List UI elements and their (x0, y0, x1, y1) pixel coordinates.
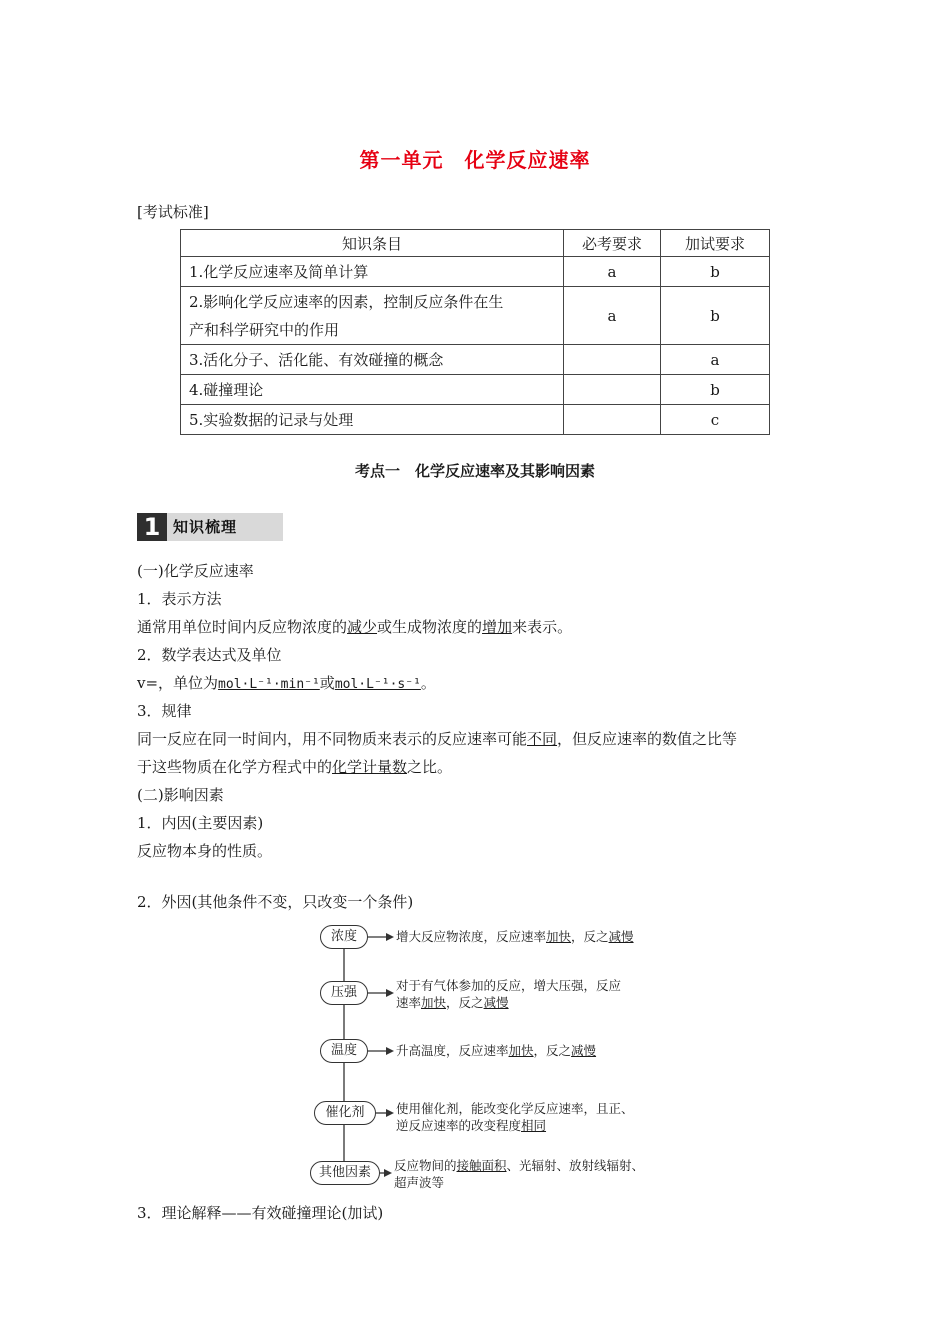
text: 同一反应在同一时间内，用不同物质来表示的反应速率可能 (137, 730, 528, 748)
factors-diagram (300, 920, 660, 1200)
answer-blank: 加快 (421, 995, 447, 1010)
subheading-internal: 1．内因(主要因素) (137, 814, 264, 832)
row-item: 1.化学反应速率及简单计算 (181, 257, 564, 287)
row-extra: b (661, 375, 770, 405)
paragraph-rule-1 (137, 728, 737, 749)
row-item (181, 287, 564, 345)
text: 速率 (396, 995, 422, 1010)
text: ，但反应速率的数值之比等 (557, 730, 738, 748)
answer-blank: 减少 (347, 618, 378, 636)
row-required (564, 375, 661, 405)
text: 通常用单位时间内反应物浓度的 (137, 618, 348, 636)
row-item: 4.碰撞理论 (181, 375, 564, 405)
paragraph-method (137, 616, 572, 637)
answer-blank: 接触面积 (456, 1158, 507, 1173)
factor-node-temperature: 温度 (320, 1039, 368, 1063)
section-title: 考点一 化学反应速率及其影响因素 (354, 462, 595, 480)
heading-rate: (一)化学反应速率 (137, 562, 254, 580)
heading-factors: (二)影响因素 (137, 786, 224, 804)
table-row (181, 257, 770, 287)
text: 升高温度，反应速率 (396, 1043, 509, 1058)
answer-blank: 不同 (527, 730, 558, 748)
factor-node-concentration: 浓度 (320, 925, 368, 949)
subheading-formula: 2．数学表达式及单位 (137, 646, 282, 664)
text: 于这些物质在化学方程式中的 (137, 758, 333, 776)
text: 增大反应物浓度，反应速率 (396, 929, 547, 944)
answer-blank: 化学计量数 (332, 758, 408, 776)
text: 、光辐射、放射线辐射、 (506, 1158, 645, 1173)
text: ，反之 (571, 929, 609, 944)
table-row (181, 405, 770, 435)
table-header-row (181, 230, 770, 257)
row-item: 5.实验数据的记录与处理 (181, 405, 564, 435)
text: ，反之 (446, 995, 484, 1010)
row-required: a (564, 257, 661, 287)
factor-node-other: 其他因素 (310, 1161, 380, 1185)
row-item-line: 2.影响化学反应速率的因素，控制反应条件在生 (189, 292, 504, 311)
paragraph-rule-2 (137, 756, 452, 777)
answer-blank: 加快 (508, 1043, 534, 1058)
text: 逆反应速率的改变程度 (396, 1118, 522, 1133)
text: 。 (420, 674, 436, 692)
page-title: 第一单元 化学反应速率 (359, 148, 591, 172)
text: v=，单位为 (137, 674, 219, 692)
factor-text-temperature (396, 1042, 596, 1059)
factor-text-other (394, 1157, 644, 1191)
text: 来表示。 (512, 618, 573, 636)
header-required: 必考要求 (564, 230, 661, 257)
exam-standard-label: [考试标准] (137, 203, 209, 221)
answer-blank: mol·L⁻¹·min⁻¹ (218, 677, 320, 692)
text: ，反之 (533, 1043, 572, 1058)
answer-blank: 减慢 (483, 995, 509, 1010)
answer-blank: 相同 (521, 1118, 547, 1133)
text: 或 (319, 674, 335, 692)
text: 之比。 (407, 758, 453, 776)
table-row (181, 345, 770, 375)
factor-text-concentration (396, 928, 634, 945)
factor-node-catalyst: 催化剂 (314, 1101, 376, 1125)
row-required (564, 405, 661, 435)
row-required (564, 345, 661, 375)
paragraph-formula (137, 672, 436, 693)
header-item: 知识条目 (181, 230, 564, 257)
text: 反应物间的 (394, 1158, 457, 1173)
row-extra: b (661, 257, 770, 287)
text: 超声波等 (394, 1175, 445, 1190)
subheading-theory: 3．理论解释——有效碰撞理论(加试) (137, 1204, 384, 1222)
row-item-line: 产和科学研究中的作用 (189, 320, 340, 339)
badge-label: 知识梳理 (173, 518, 238, 536)
requirements-table (180, 229, 770, 435)
answer-blank: 减慢 (608, 929, 634, 944)
subheading-method: 1．表示方法 (137, 590, 222, 608)
subheading-rule: 3．规律 (137, 702, 192, 720)
answer-blank: 增加 (482, 618, 513, 636)
table-row (181, 287, 770, 345)
row-item: 3.活化分子、活化能、有效碰撞的概念 (181, 345, 564, 375)
row-extra: b (661, 287, 770, 345)
answer-blank: 加快 (546, 929, 572, 944)
table-row (181, 375, 770, 405)
answer-blank: mol·L⁻¹·s⁻¹ (334, 677, 421, 692)
subheading-external: 2．外因(其他条件不变，只改变一个条件) (137, 893, 414, 911)
row-required: a (564, 287, 661, 345)
knowledge-badge (137, 513, 283, 541)
paragraph-internal: 反应物本身的性质。 (137, 842, 273, 860)
row-extra: a (661, 345, 770, 375)
text: 对于有气体参加的反应，增大压强，反应 (396, 978, 622, 993)
answer-blank: 减慢 (571, 1043, 597, 1058)
factor-text-pressure (396, 977, 621, 1011)
row-extra: c (661, 405, 770, 435)
factor-text-catalyst (396, 1100, 634, 1134)
text: 或生成物浓度的 (377, 618, 483, 636)
badge-number: 1 (137, 513, 167, 541)
text: 使用催化剂，能改变化学反应速率，且正、 (396, 1101, 634, 1116)
factor-node-pressure: 压强 (320, 981, 368, 1005)
header-extra: 加试要求 (661, 230, 770, 257)
